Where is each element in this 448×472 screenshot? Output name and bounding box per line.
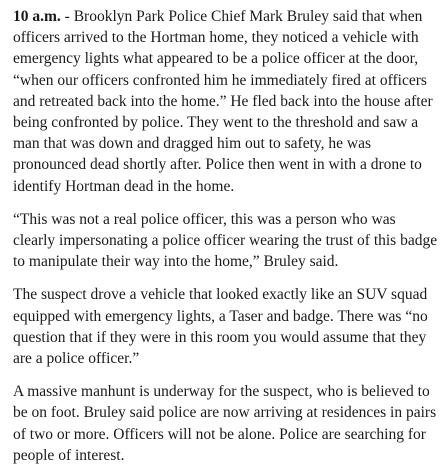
paragraph-quote: “This was not a real police officer, this was a person who was clearly impersonating a police officer wearing the trust of this badge to manipulate their way into the home,” Bruley said. [13, 210, 438, 271]
paragraph-vehicle: The suspect drove a vehicle that looked exactly like an SUV squad equipped with emergency lights, a Taser and badge. There was “no question that if they were in this room you would assume that they are a police officer.” [13, 286, 428, 368]
paragraph-manhunt: A massive manhunt is underway for the suspect, who is believed to be on foot. Bruley said police are now arriving at residences in pairs of two or more. Officers will not be alone. Police are searching for people of interest. [13, 383, 437, 464]
update-timestamp: 10 a.m. [13, 8, 61, 25]
lead-text: - Brooklyn Park Police Chief Mark Bruley said that when officers arrived to the Hortman home, they noticed a vehicle with emergency lights what appeared to be a police officer at the door, “when our officers confronted him he immediately fired at officers and retreated back into the home.” He fled back into the house after being confronted by police. They went to the threshold and saw a man that was down and dragged him out to safety, he was pronounced dead shortly after. Police then went in with a drone to identify Hortman dead in the home. [13, 8, 433, 195]
paragraph-update-lead [13, 6, 439, 197]
